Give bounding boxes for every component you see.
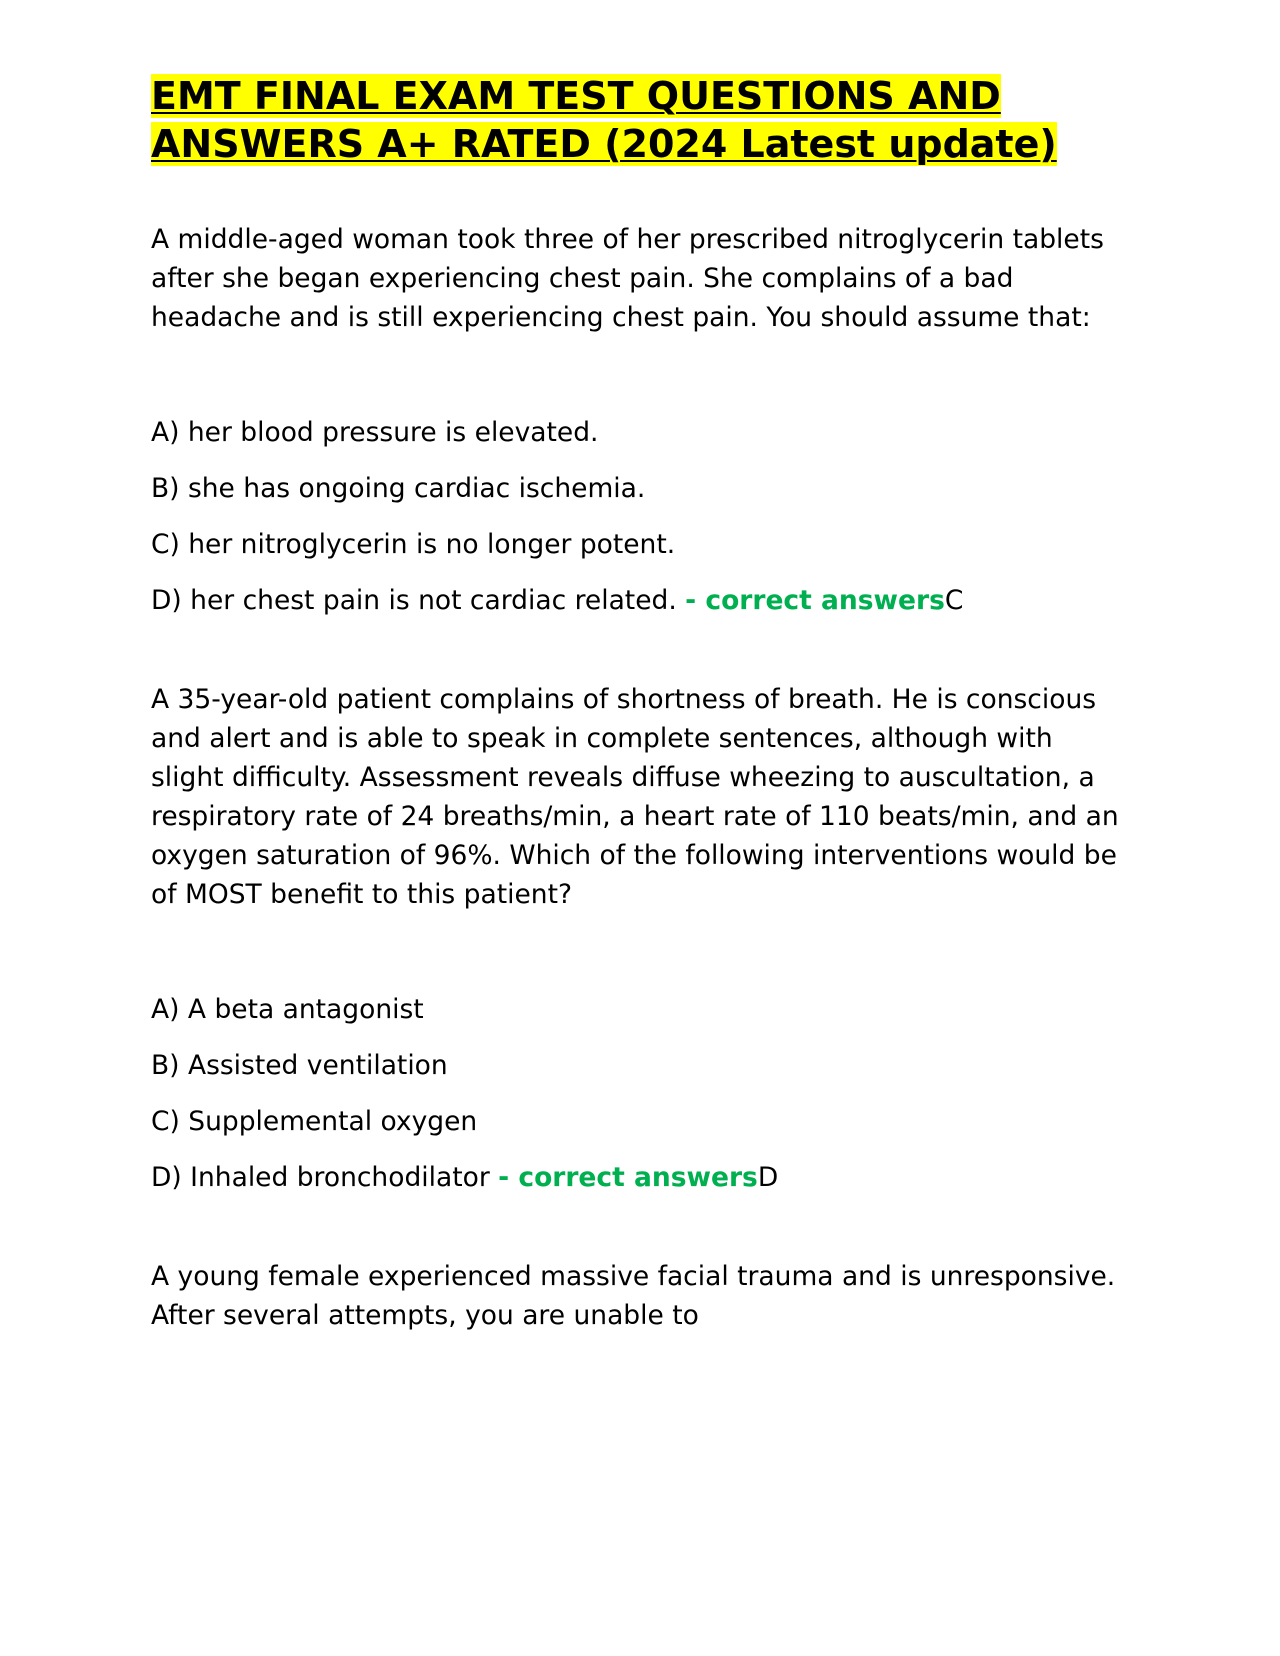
question-1-options — [151, 413, 1131, 620]
question-2-answer-label — [498, 1162, 758, 1193]
answer-marker-text: - correct answers — [498, 1162, 758, 1193]
question-1-option-c: C) her nitroglycerin is no longer potent. — [151, 529, 676, 560]
question-2-option-c: C) Supplemental oxygen — [151, 1106, 478, 1137]
question-2-text: A 35-year-old patient complains of shortness of breath. He is conscious and alert and is able to speak in complete sentences, although with slight difficulty. Assessment reveals diffuse wheezing to auscultation, a respiratory rate of 24 breaths/min, a heart rate of 110 beats/min, and an oxygen saturation of 96%. Which of the following interventions would be of MOST benefit to this patient? — [151, 684, 1128, 910]
document-title — [151, 72, 1131, 168]
question-2-option-a: A) A beta antagonist — [151, 994, 424, 1025]
title-highlight: EMT FINAL EXAM TEST QUESTIONS AND ANSWERS A+ RATED (2024 Latest update) — [151, 74, 1057, 166]
document-page — [151, 72, 1131, 1335]
question-1-text: A middle-aged woman took three of her prescribed nitroglycerin tablets after she began experiencing chest pain. She complains of a bad headache and is still experiencing chest pain. You should assume that: — [151, 224, 1113, 333]
question-2-options — [151, 990, 1131, 1197]
question-1-option-a: A) her blood pressure is elevated. — [151, 417, 599, 448]
answer-marker-text: - correct answers — [685, 585, 945, 616]
question-3-text: A young female experienced massive facial trauma and is unresponsive. After several attempts, you are unable to — [151, 1261, 1124, 1331]
question-1-option-b: B) she has ongoing cardiac ischemia. — [151, 473, 646, 504]
question-2-option-d — [151, 1158, 1131, 1197]
question-2-option-d-text: D) Inhaled bronchodilator — [151, 1162, 499, 1193]
question-2-correct-answer: D — [757, 1162, 779, 1193]
question-1-option-d — [151, 581, 1131, 620]
question-1-option-d-text: D) her chest pain is not cardiac related. — [151, 585, 686, 616]
question-1-correct-answer: C — [944, 585, 964, 616]
question-1-answer-label — [685, 585, 945, 616]
question-2-option-b: B) Assisted ventilation — [151, 1050, 448, 1081]
